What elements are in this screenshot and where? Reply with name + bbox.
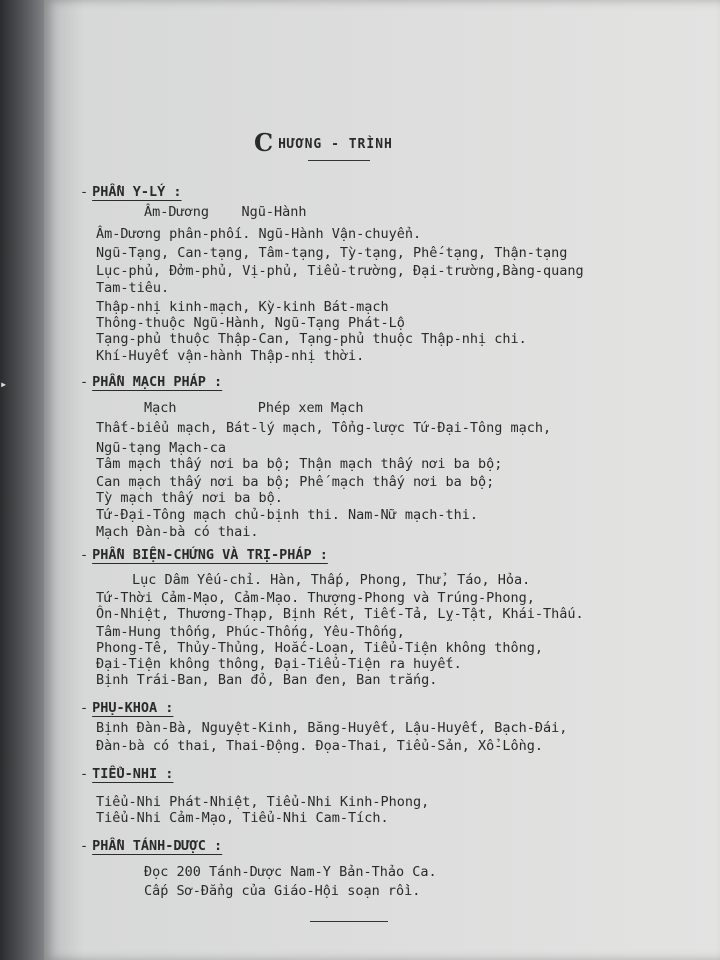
text-line: Tiểu-Nhi Cảm-Mạo, Tiểu-Nhi Cam-Tích.: [96, 810, 389, 826]
text-line: Ngũ-tạng Mạch-ca: [96, 440, 227, 456]
text-line: Phong-Tê, Thủy-Thủng, Hoắc-Loạn, Tiểu-Tiện không thông,: [96, 640, 544, 656]
text-line: Cấp Sơ-Đẳng của Giáo-Hội soạn rồi.: [144, 883, 421, 899]
text-line: Đàn-bà có thai, Thai-Động. Đọa-Thai, Tiểu-Sản, Xổ-Lồng.: [96, 738, 544, 754]
title-text: HƯƠNG - TRÌNH: [278, 137, 393, 152]
text-line: Bịnh Trái-Ban, Ban đỏ, Ban đen, Ban trắng.: [96, 672, 438, 688]
text-line: Tứ-Đại-Tông mạch chủ-bịnh thi. Nam-Nữ mạch-thi.: [96, 507, 479, 523]
margin-mark: ▸: [0, 377, 8, 391]
text-line: Thông-thuộc Ngũ-Hành, Ngũ-Tạng Phát-Lộ: [96, 315, 405, 331]
text-line: Thất-biểu mạch, Bát-lý mạch, Tổng-lược Tứ-Đại-Tông mạch,: [96, 420, 552, 436]
text-line: Can mạch thấy nơi ba bộ; Phế mạch thấy nơi ba bộ;: [96, 474, 495, 490]
section-heading-tanh-duoc: - PHẦN TÁNH-DƯỢC :: [80, 838, 223, 854]
page-title: [254, 128, 393, 157]
title-underline: [308, 160, 370, 161]
text-line: Mạch Đàn-bà có thai.: [96, 524, 259, 540]
section-heading-bien-chung: - PHẦN BIỆN-CHỨNG VÀ TRỊ-PHÁP :: [80, 547, 328, 563]
title-initial: C: [254, 128, 275, 157]
section-heading-phu-khoa: - PHỤ-KHOA :: [80, 700, 174, 716]
text-line: Đọc 200 Tánh-Dược Nam-Y Bản-Thảo Ca.: [144, 864, 437, 880]
text-line: Tiểu-Nhi Phát-Nhiệt, Tiểu-Nhi Kinh-Phong,: [96, 794, 430, 810]
text-line: Đại-Tiện không thông, Đại-Tiểu-Tiện ra huyết.: [96, 656, 462, 672]
text-line: Tâm-Hung thống, Phúc-Thống, Yêu-Thống,: [96, 624, 405, 640]
text-line: Ngũ-Tạng, Can-tạng, Tâm-tạng, Tỳ-tạng, Phế-tạng, Thận-tạng: [96, 245, 568, 261]
text-line: Lục Dâm Yếu-chỉ. Hàn, Thấp, Phong, Thử, Táo, Hỏa.: [132, 572, 531, 588]
book-binding: [0, 0, 48, 960]
text-line: Bịnh Đàn-Bà, Nguyệt-Kinh, Băng-Huyết, Lậu-Huyết, Bạch-Đái,: [96, 720, 568, 736]
text-line: Tỳ mạch thấy nơi ba bộ.: [96, 490, 283, 506]
text-line: Âm-Dương phân-phối. Ngũ-Hành Vận-chuyển.: [96, 226, 422, 242]
text-line: Tâm mạch thấy nơi ba bộ; Thận mạch thấy nơi ba bộ;: [96, 456, 503, 472]
section-heading-y-ly: - PHẦN Y-LÝ :: [80, 184, 182, 200]
text-line: Tạng-phủ thuộc Thập-Can, Tạng-phủ thuộc Thập-nhị chi.: [96, 331, 527, 347]
section-heading-tieu-nhi: - TIỂU-NHI :: [80, 766, 174, 782]
text-line: Lục-phủ, Đởm-phủ, Vị-phủ, Tiểu-trường, Đại-trường,Bàng-quang: [96, 263, 584, 279]
text-line: Mạch Phép xem Mạch: [144, 400, 364, 416]
text-line: Thập-nhị kinh-mạch, Kỳ-kinh Bát-mạch: [96, 299, 389, 315]
document-page: [44, 0, 720, 960]
text-line: Ôn-Nhiệt, Thương-Thạp, Bịnh Rét, Tiết-Tả, Lỵ-Tật, Khái-Thấu.: [96, 606, 584, 622]
end-divider: [310, 921, 388, 922]
section-heading-mach-phap: - PHẦN MẠCH PHÁP :: [80, 374, 223, 390]
text-line: Tam-tiêu.: [96, 280, 170, 296]
text-line: Âm-Dương Ngũ-Hành: [144, 204, 307, 220]
text-line: Tứ-Thời Cảm-Mạo, Cảm-Mạo. Thượng-Phong và Trúng-Phong,: [96, 590, 535, 606]
text-line: Khí-Huyết vận-hành Thập-nhị thời.: [96, 348, 365, 364]
